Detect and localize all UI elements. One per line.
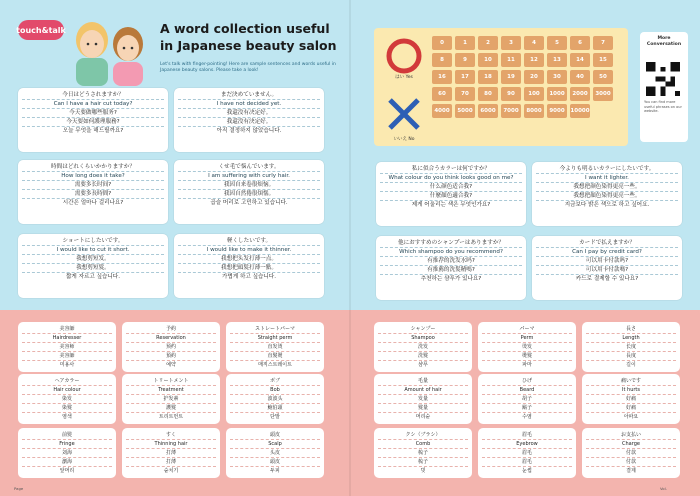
footer-left: Page [14, 486, 24, 491]
word-en: Treatment [126, 386, 216, 395]
word-card [122, 374, 220, 424]
word-zh2: 長度 [586, 352, 676, 361]
phrase-zh-simplified: 我還没有决定好。 [178, 109, 320, 118]
word-card [18, 374, 116, 424]
phrase-jp: くせ毛で悩んでいます。 [178, 163, 320, 172]
word-en: Perm [482, 334, 572, 343]
word-en: Beard [482, 386, 572, 395]
word-card [226, 322, 324, 372]
word-jp: 長さ [586, 325, 676, 334]
phrase-zh-simplified: 需要多长时间? [22, 181, 164, 190]
phrase-ko: 오늘 무엇을 해드릴까요? [62, 128, 124, 134]
word-ko: 단발 [270, 414, 280, 420]
phrase-ko: 제게 어울리는 색은 무엇인가요? [411, 202, 491, 208]
word-en: Bob [230, 386, 320, 395]
number-tile: 6 [570, 36, 590, 50]
word-jp: 眉毛 [482, 431, 572, 440]
phrase-zh-simplified: 今天要做哪些服务? [22, 109, 164, 118]
word-card [582, 322, 680, 372]
number-tile: 9000 [547, 104, 567, 118]
phrase-ko: 카드로 결제할 수 있나요? [575, 276, 639, 282]
number-tile: 40 [570, 70, 590, 84]
phrase-card-4 [174, 160, 324, 224]
yes-label: はい Yes [395, 75, 413, 80]
word-zh2: 打薄 [126, 458, 216, 467]
word-zh2: 頭皮 [230, 458, 320, 467]
number-tile: 2 [478, 36, 498, 50]
word-zh2: 鮑伯頭 [230, 404, 320, 413]
phrase-en: I have not decided yet. [178, 100, 320, 109]
phrase-jp: 他におすすめのシャンプーはありますか？ [380, 239, 522, 248]
word-card [18, 322, 116, 372]
word-ko: 파마 [522, 362, 532, 368]
phrase-card-3 [18, 160, 168, 224]
phrase-zh-simplified: 我想剪短发。 [22, 255, 164, 264]
phrase-en: Which shampoo do you recommend? [380, 248, 522, 257]
number-tile: 18 [478, 70, 498, 84]
number-tile: 11 [501, 53, 521, 67]
people-illustration [66, 14, 152, 86]
phrase-card-10 [532, 236, 682, 300]
word-zh2: 美容師 [22, 352, 112, 361]
yes-no-signs [384, 36, 424, 140]
word-jp: 痛いです [586, 377, 676, 386]
phrase-card-5 [18, 234, 168, 298]
phrase-zh-simplified: 什么颜色适合我? [380, 183, 522, 192]
phrase-card-7 [376, 162, 526, 226]
number-tile: 14 [570, 53, 590, 67]
word-zh: 预约 [126, 343, 216, 352]
phrase-ko: 아직 결정하지 않았습니다. [216, 128, 282, 134]
phrase-jp: 時間はどれくらいかかりますか？ [22, 163, 164, 172]
word-jp: 毛量 [378, 377, 468, 386]
word-zh: 烫发 [482, 343, 572, 352]
word-zh: 波波头 [230, 395, 320, 404]
word-jp: ボブ [230, 377, 320, 386]
word-zh2: 護髮 [126, 404, 216, 413]
touch-talk-badge: touch&talk [18, 20, 64, 40]
word-zh: 打薄 [126, 449, 216, 458]
phrase-zh-traditional: 我想剪短髮。 [22, 264, 164, 273]
word-zh2: 鬍子 [482, 404, 572, 413]
word-jp: ヘアカラー [22, 377, 112, 386]
word-ko: 길이 [626, 362, 636, 368]
word-en: Straight perm [230, 334, 320, 343]
more-conversation-note: You can find more useful phrases on our website. [644, 100, 682, 114]
number-tile: 9 [455, 53, 475, 67]
phrase-jp: カードで払えますか？ [536, 239, 678, 248]
number-tile: 60 [432, 87, 452, 101]
word-ko: 두피 [270, 468, 280, 474]
phrase-ko: 곱슬 머리로 고민하고 있습니다. [210, 200, 288, 206]
word-en: Amount of hair [378, 386, 468, 395]
word-card [122, 322, 220, 372]
word-zh2: 梳子 [378, 458, 468, 467]
number-tile: 15 [593, 53, 613, 67]
phrase-card-1 [18, 88, 168, 152]
word-card [582, 374, 680, 424]
word-en: Fringe [22, 440, 112, 449]
number-tile: 16 [432, 70, 452, 84]
phrase-jp: ショートにしたいです。 [22, 237, 164, 246]
no-label: いいえ No [393, 137, 415, 142]
word-card [374, 428, 472, 478]
phrase-card-8 [532, 162, 682, 226]
word-zh2: 預約 [126, 352, 216, 361]
footer-right: Vol. [660, 486, 667, 491]
phrase-jp: 軽くしたいです。 [178, 237, 320, 246]
phrase-ko: 지금보다 밝은 색으로 하고 싶어요. [564, 202, 650, 208]
number-tile: 2000 [570, 87, 590, 101]
phrase-en: Can I have a hair cut today? [22, 100, 164, 109]
phrase-jp: 私に似合うカラーは何ですか？ [380, 165, 522, 174]
phrase-zh-simplified: 我因自来卷很烦恼。 [178, 181, 320, 190]
number-tile: 12 [524, 53, 544, 67]
phrase-en: What colour do you think looks good on me? [380, 174, 522, 183]
phrase-zh-simplified: 我想把颜色染得更亮一些。 [536, 183, 678, 192]
word-zh2: 染髮 [22, 404, 112, 413]
word-zh: 发量 [378, 395, 468, 404]
word-card [582, 428, 680, 478]
number-tile: 0 [432, 36, 452, 50]
word-zh: 头皮 [230, 449, 320, 458]
phrase-zh-simplified: 可以用卡付款吗? [536, 257, 678, 266]
word-zh: 长度 [586, 343, 676, 352]
phrase-en: I would like to make it thinner. [178, 246, 320, 255]
word-en: Eyebrow [482, 440, 572, 449]
word-zh2: 眉毛 [482, 458, 572, 467]
number-tile: 19 [501, 70, 521, 84]
phrase-zh-traditional: 我想把顏色染得更亮一些。 [536, 192, 678, 201]
number-tile: 5 [547, 36, 567, 50]
number-tile: 20 [524, 70, 544, 84]
word-ko: 머리숱 [415, 414, 431, 420]
word-jp: トリートメント [126, 377, 216, 386]
word-card [226, 428, 324, 478]
word-jp: パーマ [482, 325, 572, 334]
word-jp: 美容師 [22, 325, 112, 334]
number-tile: 30 [547, 70, 567, 84]
page-subtitle: Let's talk with finger-pointing! Here are sample sentences and words useful in Japanese beauty salons. Please take a look! [160, 62, 336, 73]
number-tile: 70 [455, 87, 475, 101]
title-line-1: A word collection useful [160, 21, 330, 36]
number-tile: 50 [593, 70, 613, 84]
word-ko: 트리트먼트 [158, 414, 184, 420]
phrase-zh-traditional: 什麼顏色適合我? [380, 192, 522, 201]
word-jp: ひげ [482, 377, 572, 386]
phrase-zh-traditional: 有推薦的洗髮精嗎? [380, 266, 522, 275]
phrase-zh-simplified: 我想把头发打薄一点。 [178, 255, 320, 264]
page-title [160, 20, 345, 54]
phrase-ko: 추천하는 샴푸가 있나요? [420, 276, 482, 282]
number-tile: 10000 [570, 104, 590, 118]
word-zh2: 髮量 [378, 404, 468, 413]
phrase-en: Can I pay by credit card? [536, 248, 678, 257]
word-jp: すく [126, 431, 216, 440]
word-zh: 美容师 [22, 343, 112, 352]
phrase-zh-traditional: 我還没有決定好。 [178, 118, 320, 127]
word-ko: 수염 [522, 414, 532, 420]
word-jp: シャンプー [378, 325, 468, 334]
number-grid [432, 36, 622, 118]
phrase-ko: 시간은 얼마나 걸리나요? [62, 200, 124, 206]
phrase-en: I want it lighter. [536, 174, 678, 183]
phrase-en: I would like to cut it short. [22, 246, 164, 255]
word-zh2: 好痛 [586, 404, 676, 413]
word-card [18, 428, 116, 478]
word-en: Comb [378, 440, 468, 449]
number-tile: 8000 [524, 104, 544, 118]
word-jp: 頭皮 [230, 431, 320, 440]
word-ko: 아파요 [623, 414, 639, 420]
word-card [478, 322, 576, 372]
phrase-card-2 [174, 88, 324, 152]
phrase-zh-simplified: 有推荐的洗发水吗? [380, 257, 522, 266]
number-tile: 3000 [593, 87, 613, 101]
phrase-en: How long does it take? [22, 172, 164, 181]
number-tile: 8 [432, 53, 452, 67]
number-tile: 3 [501, 36, 521, 50]
number-tile: 7000 [501, 104, 521, 118]
phrase-zh-traditional: 可以用卡付款嗎? [536, 266, 678, 275]
word-en: Hair colour [22, 386, 112, 395]
word-ko: 매직스트레이트 [258, 362, 292, 368]
title-line-2: in Japanese beauty salon [160, 38, 337, 53]
word-ko: 결제 [626, 468, 636, 474]
number-tile: 4 [524, 36, 544, 50]
more-conversation-title: More Conversation [646, 36, 682, 47]
word-card [374, 374, 472, 424]
number-tile: 6000 [478, 104, 498, 118]
phrase-zh-traditional: 需要多長時間? [22, 190, 164, 199]
word-zh: 染发 [22, 395, 112, 404]
phrase-card-6 [174, 234, 324, 298]
word-card [374, 322, 472, 372]
word-card [122, 428, 220, 478]
word-ko: 숱치기 [163, 468, 179, 474]
phrase-card-9 [376, 236, 526, 300]
number-tile: 5000 [455, 104, 475, 118]
word-ko: 염색 [62, 414, 72, 420]
number-tile: 13 [547, 53, 567, 67]
word-zh: 付款 [586, 449, 676, 458]
word-zh: 梳子 [378, 449, 468, 458]
word-jp: クシ（ブラシ） [378, 431, 468, 440]
word-zh2: 付款 [586, 458, 676, 467]
number-tile: 4000 [432, 104, 452, 118]
word-zh2: 瀏海 [22, 458, 112, 467]
word-en: Reservation [126, 334, 216, 343]
word-card [226, 374, 324, 424]
word-card [478, 428, 576, 478]
word-jp: ストレートパーマ [230, 325, 320, 334]
qr-code-icon[interactable] [646, 62, 680, 96]
word-zh: 眉毛 [482, 449, 572, 458]
word-en: Charge [586, 440, 676, 449]
number-tile: 100 [524, 87, 544, 101]
word-ko: 예약 [166, 362, 176, 368]
page-gutter [349, 0, 351, 496]
word-zh: 洗发 [378, 343, 468, 352]
word-zh: 好痛 [586, 395, 676, 404]
word-en: Length [586, 334, 676, 343]
word-ko: 미용사 [59, 362, 75, 368]
number-tile: 90 [501, 87, 521, 101]
word-en: Thinning hair [126, 440, 216, 449]
word-jp: 予約 [126, 325, 216, 334]
word-ko: 빗 [420, 468, 426, 474]
phrase-zh-traditional: 今天要如何護理服務? [22, 118, 164, 127]
word-zh: 直发烫 [230, 343, 320, 352]
word-zh2: 洗髮 [378, 352, 468, 361]
word-zh: 刘海 [22, 449, 112, 458]
phrase-jp: 今日はどうされますか？ [22, 91, 164, 100]
number-tile: 10 [478, 53, 498, 67]
number-tile: 1000 [547, 87, 567, 101]
word-ko: 눈썹 [522, 468, 532, 474]
phrase-ko: 짧게 자르고 싶습니다. [66, 274, 120, 280]
number-tile: 7 [593, 36, 613, 50]
number-tile: 17 [455, 70, 475, 84]
phrase-en: I am suffering with curly hair. [178, 172, 320, 181]
phrase-zh-traditional: 我因自然捲很煩惱。 [178, 190, 320, 199]
word-en: Scalp [230, 440, 320, 449]
word-zh2: 直髮燙 [230, 352, 320, 361]
word-zh2: 燙髮 [482, 352, 572, 361]
phrase-jp: まだ決めていません。 [178, 91, 320, 100]
word-zh: 护发素 [126, 395, 216, 404]
word-jp: お支払い [586, 431, 676, 440]
word-card [478, 374, 576, 424]
phrase-zh-traditional: 我想把頭髮打薄一點。 [178, 264, 320, 273]
word-ko: 앞머리 [59, 468, 75, 474]
word-en: Shampoo [378, 334, 468, 343]
word-en: It hurts [586, 386, 676, 395]
word-zh: 胡子 [482, 395, 572, 404]
phrase-ko: 가볍게 하고 싶습니다. [222, 274, 276, 280]
word-ko: 샴푸 [418, 362, 428, 368]
word-en: Hairdresser [22, 334, 112, 343]
number-tile: 1 [455, 36, 475, 50]
phrase-jp: 今よりも明るいカラーにしたいです。 [536, 165, 678, 174]
number-tile: 80 [478, 87, 498, 101]
word-jp: 前髪 [22, 431, 112, 440]
